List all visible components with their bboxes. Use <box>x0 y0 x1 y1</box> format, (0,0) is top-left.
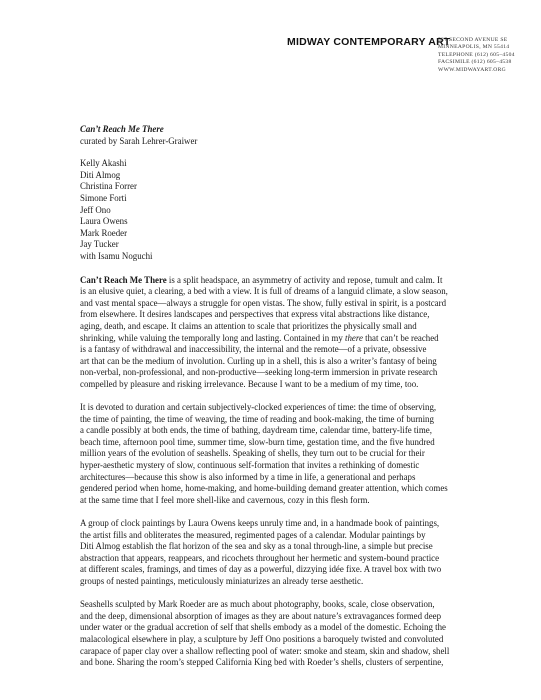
text-line: malacological elsewhere in play, a sculpture by Jeff Ono positions a baroquely twisted and convoluted <box>80 633 444 644</box>
text-line: beach time, afternoon pool time, summer time, slow-burn time, gestation time, and the five hundred <box>80 436 435 447</box>
artist-list <box>80 158 496 262</box>
paragraph-intro <box>80 275 496 391</box>
text-line: is an elusive quiet, a clearing, a bed with a view. It is full of dreams of a languid climate, a slow season, <box>80 286 448 297</box>
text-line: architectures—because this show is also informed by a time in life, a generational and perhaps <box>80 471 416 482</box>
text-line: under water or the gradual accretion of self that shells embody as a model of the domestic. Echoing the <box>80 622 446 633</box>
text-line: a candle possibly at both ends, the time of bathing, daydream time, calendar time, battery-life time, <box>80 425 432 436</box>
artist-name: Jeff Ono <box>80 204 111 215</box>
artist-name: with Isamu Noguchi <box>80 250 153 261</box>
text-line: the time of painting, the time of weaving, the time of reading and book-making, the time of burning <box>80 413 434 424</box>
telephone-line: TELEPHONE (612) 605–4504 <box>438 51 515 58</box>
facsimile-line: FACSIMILE (612) 605–4538 <box>438 59 512 66</box>
paragraph-paintings <box>80 518 496 588</box>
address-line: 527 SECOND AVENUE SE <box>438 37 508 43</box>
text-line: aging, death, and escape. It claims an attention to scale that prioritizes the physically small and <box>80 320 417 331</box>
text-line: shrinking, while valuing the temporally long and lasting. Contained in my <box>80 332 345 343</box>
artist-name: Christina Forrer <box>80 181 137 192</box>
emphasis: there <box>344 332 363 343</box>
text-line: compelled by pleasure and risking irrelevance. Because I want to be a medium of my time, too. <box>80 378 419 389</box>
website-line[interactable]: WWW.MIDWAYART.ORG <box>438 66 506 73</box>
artist-name: Diti Almog <box>80 169 121 180</box>
title-reference: Can’t Reach Me There <box>80 274 167 285</box>
paragraph-seashells <box>80 599 496 669</box>
text-line: at the same time that I feel more shell-like and cavernous, cozy in this flesh form. <box>80 494 370 505</box>
text-line: at different scales, framings, and times of day as a powerful, dizzying idée fixe. A travel box with two <box>80 564 442 575</box>
text-line: Seashells sculpted by Mark Roeder are as much about photography, books, scale, close observation, <box>80 599 435 610</box>
text-line: abstraction that appears, reappears, and ricochets throughout her hermetic and system-bound practice <box>80 552 440 563</box>
artist-name: Jay Tucker <box>80 239 119 250</box>
artist-name: Mark Roeder <box>80 227 128 238</box>
address-block <box>438 37 515 74</box>
text-line: hyper-aesthetic mystery of slow, continuous self-formation that invites a rethinking of domestic <box>80 460 420 471</box>
text-line: from elsewhere. It desires landscapes and perspectives that express vital abstractions like distance, <box>80 309 430 320</box>
text-line: the artist fills and obliterates the measured, regimented pages of a calendar. Modular paintings by <box>80 529 426 540</box>
text-line: groups of nested paintings, meticulously miniaturizes an already terse aesthetic. <box>80 575 364 586</box>
text-line: non-verbal, non-professional, and non-productive—seeking long-term immersion in private research <box>80 367 438 378</box>
curator-line: curated by Sarah Lehrer-Graiwer <box>80 135 198 146</box>
text-line: art that can be the medium of involution. Curling up in a shell, this is also a writer’s fantasy of being <box>80 355 437 366</box>
text-line: and the deep, dimensional absorption of images as they are about nature’s extravagances formed deep <box>80 610 442 621</box>
text-line: Diti Almog establish the flat horizon of the sea and sky as a tonal through-line, a simple but precise <box>80 541 433 552</box>
text-line: and vast mental space—always a struggle for open vistas. The show, fully estival in spirit, is a postcard <box>80 297 447 308</box>
text-line: is a fantasy of withdrawal and inaccessibility, the internal and the remote—of a private, obsessive <box>80 344 427 355</box>
text-line: and bone. Sharing the room’s stepped California King bed with Roeder’s shells, clusters of serpentine, <box>80 657 444 668</box>
artist-name: Simone Forti <box>80 192 127 203</box>
artist-name: Laura Owens <box>80 216 128 227</box>
text-line: gendered period when home, home-making, and home-building demand greater attention, which comes <box>80 483 448 494</box>
text-line: million years of the evolution of seashells. Speaking of shells, they turn out to be crucial for their <box>80 448 425 459</box>
artist-name: Kelly Akashi <box>80 158 127 169</box>
address-line: MINNEAPOLIS, MN 55414 <box>438 44 510 51</box>
text-line: It is devoted to duration and certain subjectively-clocked experiences of time: the time of observing, <box>80 402 437 413</box>
paragraph-duration <box>80 402 496 506</box>
text-line: is a split headspace, an asymmetry of activity and repose, tumult and calm. It <box>166 274 443 285</box>
document-body <box>80 124 496 680</box>
text-line: A group of clock paintings by Laura Owens keeps unruly time and, in a handmade book of paintings, <box>80 518 440 528</box>
brand-name: MIDWAY CONTEMPORARY ART <box>287 36 451 48</box>
text-line: carapace of paper clay over a shallow reflecting pool of water: smoke and steam, skin and shadow, shell <box>80 645 450 656</box>
exhibition-title: Can’t Reach Me There <box>80 124 164 134</box>
text-line: that can’t be reached <box>362 332 439 343</box>
